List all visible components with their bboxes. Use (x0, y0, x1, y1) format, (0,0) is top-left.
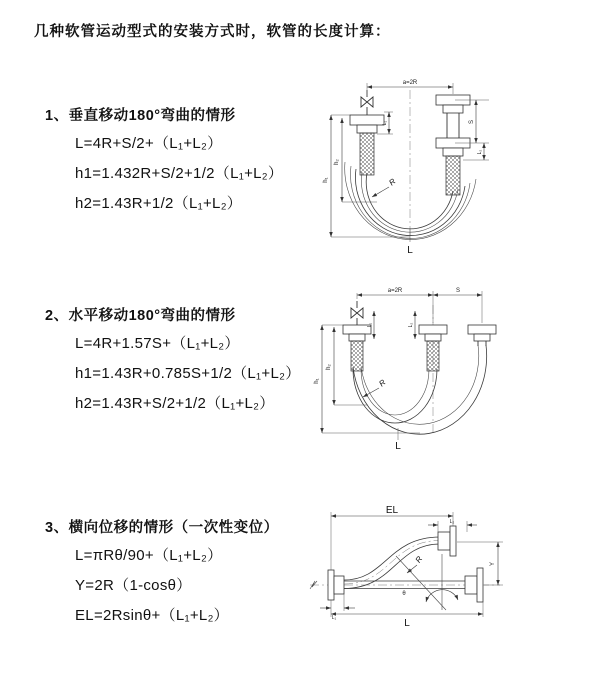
angle-theta (396, 554, 458, 610)
section-heading: 2、水平移动180°弯曲的情形 (45, 308, 236, 324)
length-label (395, 428, 401, 452)
flange-hub (465, 576, 477, 594)
diagram-horizontal-180-bend (310, 283, 600, 453)
dim-label-l1: L₁ (382, 120, 388, 126)
braided-hose-section (446, 156, 460, 195)
dim-label-l1: L₁ (331, 615, 337, 621)
right-pipe-assembly (468, 325, 496, 346)
flange-hub (438, 532, 450, 550)
flange (419, 325, 447, 334)
dim-label-r: R (387, 176, 398, 188)
dim-label-l2: L₂ (449, 519, 455, 525)
dim-label-h1: h₁ (314, 378, 320, 384)
section-horizontal-movement (45, 304, 301, 419)
flange-hub (334, 576, 344, 594)
section-heading: 3、横向位移的情形（一次性变位） (45, 520, 279, 536)
radius-callout (372, 177, 398, 197)
dim-label-l: L (407, 245, 413, 256)
diagram-lateral-displacement (300, 498, 600, 643)
section-heading: 1、垂直移动180°弯曲的情形 (45, 108, 236, 124)
flange-plate (328, 570, 334, 600)
braided-hose-section (427, 341, 439, 371)
flange (350, 115, 384, 125)
dim-label-s: S (469, 119, 475, 125)
dim-label-l: L (395, 441, 401, 452)
formula-line: h1=1.43R+0.785S+1/2（L₁+L₂） (75, 365, 301, 382)
dim-label-l: L (404, 618, 410, 629)
section-lateral-displacement (45, 516, 279, 631)
dim-label-h1: h₁ (323, 177, 329, 183)
formula-line: h1=1.432R+S/2+1/2（L₁+L₂） (75, 165, 284, 182)
dim-label-y: Y (490, 561, 496, 567)
braided-hose-section (351, 341, 363, 371)
diagram-vertical-180-bend (315, 70, 600, 265)
formula-line: L=πRθ/90+（L₁+L₂） (75, 547, 223, 564)
dimension-l1 (320, 594, 355, 621)
section-vertical-movement (45, 104, 283, 219)
dim-label-h2: h₂ (334, 159, 340, 165)
formula-line: h2=1.43R+1/2（L₁+L₂） (75, 195, 243, 212)
flange (468, 325, 496, 334)
dim-label-a2r: a=2R (402, 80, 418, 86)
left-pipe-assembly (343, 301, 371, 371)
dim-label-l1: L₁ (367, 322, 373, 328)
dimension-l2 (477, 143, 484, 160)
formula-line: L=4R+1.57S+（L₁+L₂） (75, 335, 240, 352)
dim-label-r: R (377, 377, 388, 389)
formula-line: Y=2R（1-cosθ） (75, 577, 192, 594)
dim-label-a2r: a=2R (387, 288, 403, 294)
flange-nut (443, 105, 463, 113)
dimension-l (331, 600, 483, 629)
dimension-a2r (357, 288, 482, 323)
middle-pipe-assembly (419, 325, 447, 371)
flange-nut (357, 125, 377, 133)
dimension-h1 (314, 322, 420, 433)
hose-displaced-position (344, 526, 456, 589)
formula-line: EL=2Rsinθ+（L₁+L₂） (75, 607, 229, 624)
dim-label-l2: L₂ (408, 322, 414, 328)
dim-label-el: EL (385, 505, 399, 516)
braided-hose-section (360, 133, 374, 175)
dimension-l2 (408, 311, 415, 339)
flange-nut (425, 334, 441, 341)
page-title: 几种软管运动型式的安装方式时，软管的长度计算： (34, 24, 391, 40)
left-pipe-assembly (350, 90, 384, 175)
dim-label-l2: L₂ (477, 149, 483, 155)
dim-label-s: S (455, 288, 461, 294)
dim-label-h2: h₂ (326, 364, 332, 370)
valve-icon (351, 301, 363, 325)
formula-line: h2=1.43R+S/2+1/2（L₁+L₂） (75, 395, 275, 412)
dimension-s (433, 288, 482, 295)
flange-plate (477, 568, 483, 602)
flange-nut-lower (443, 148, 463, 156)
right-pipe-assembly (436, 95, 470, 195)
dim-label-theta: θ (402, 591, 406, 597)
flange-plate (450, 526, 456, 556)
dimension-l1 (367, 311, 374, 339)
hose-bend-arcs (353, 345, 487, 434)
dim-label-r: R (413, 554, 425, 565)
flange-nut (349, 334, 365, 341)
left-flange-assembly (328, 570, 344, 600)
radius-callout (407, 554, 424, 573)
formula-line: L=4R+S/2+（L₁+L₂） (75, 135, 223, 152)
flange-nut (474, 334, 490, 341)
